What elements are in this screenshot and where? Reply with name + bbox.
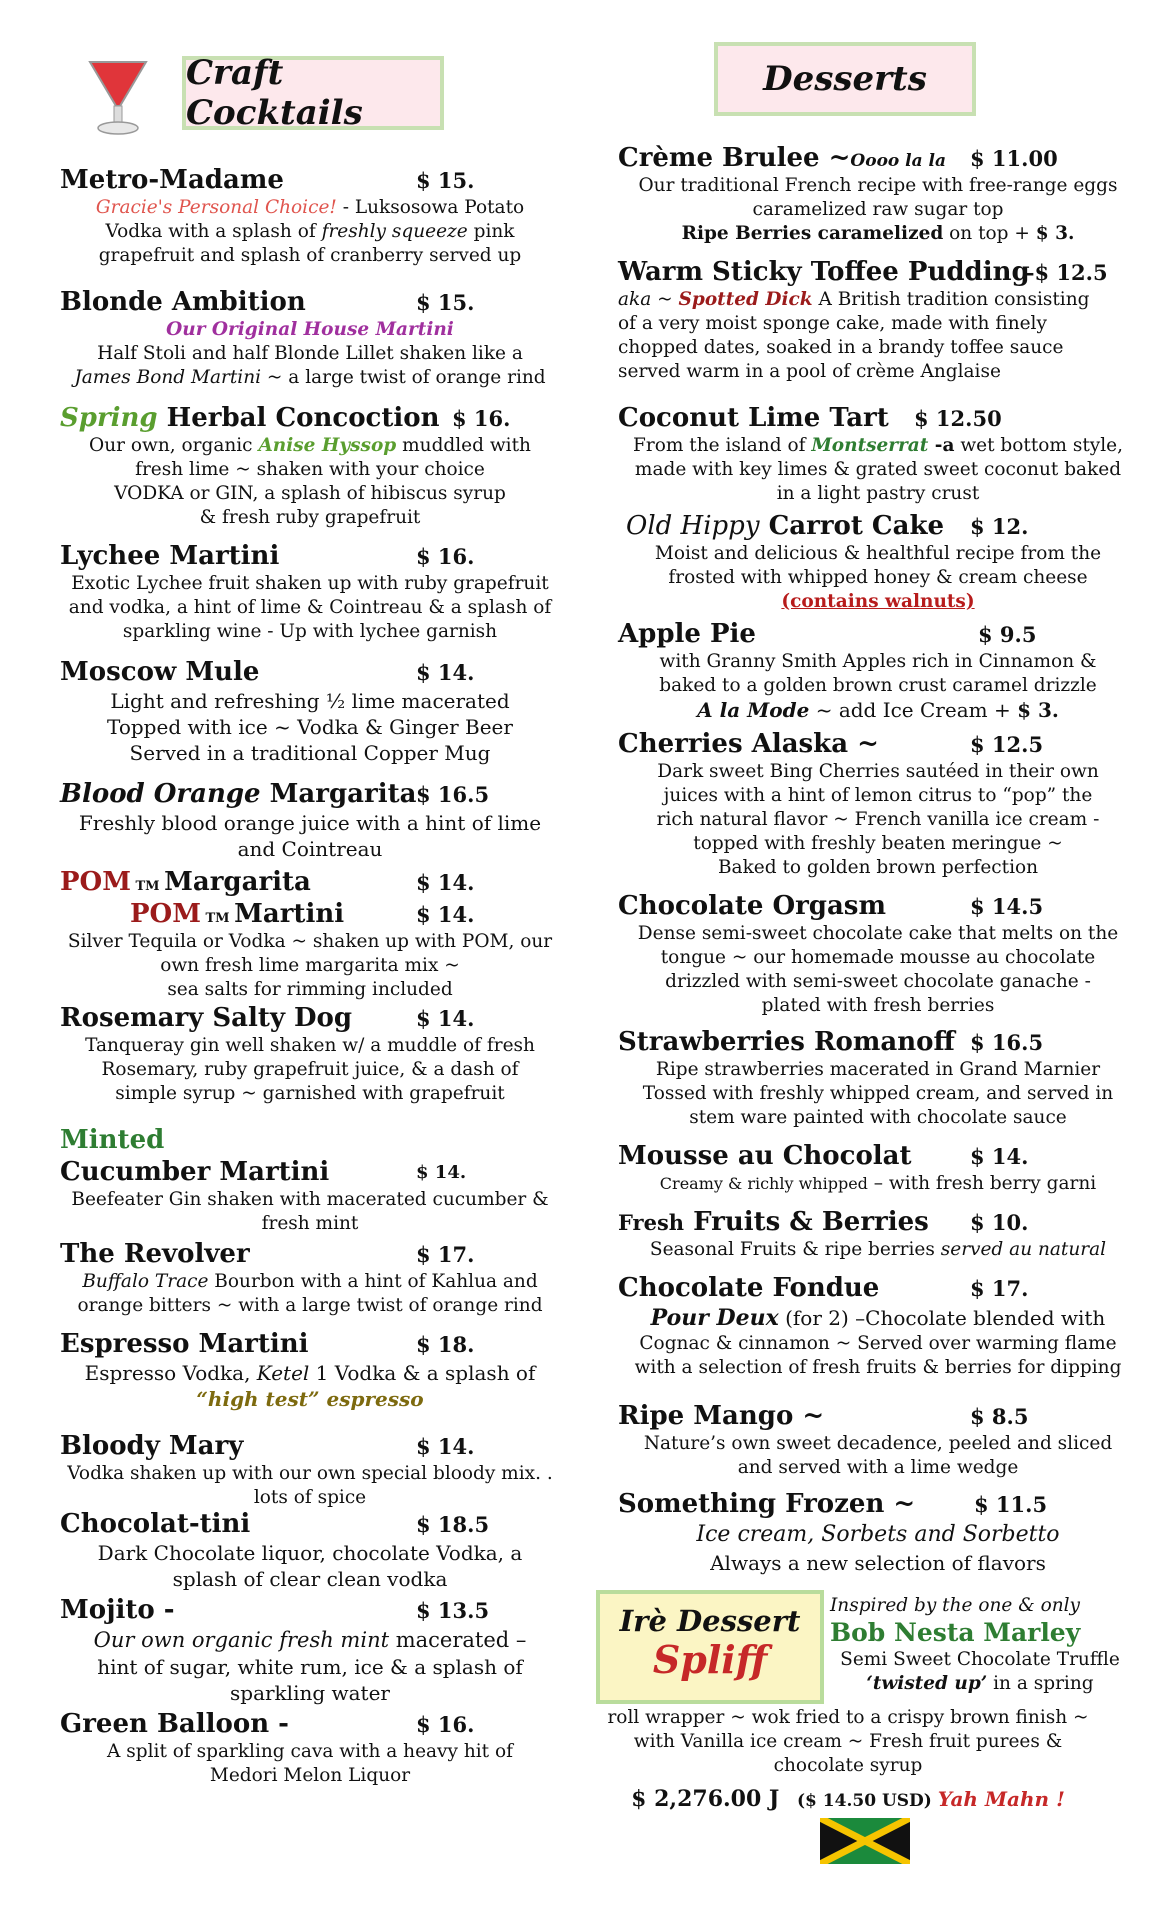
desc: A la Mode xyxy=(697,698,810,722)
desc: Montserrat xyxy=(811,435,929,456)
item-price: $ 18.5 xyxy=(416,1512,490,1537)
desc: “high test” espresso xyxy=(196,1387,424,1411)
desc: Our own organic fresh mint xyxy=(93,1628,390,1652)
item-price: $ 14. xyxy=(416,1162,467,1183)
item-name: Cucumber Martini xyxy=(60,1157,330,1187)
item-name xyxy=(130,898,344,935)
cocktail-glass-icon xyxy=(88,60,148,136)
desc: Espresso Vodka, xyxy=(84,1361,257,1385)
item-name: Bloody Mary xyxy=(60,1431,244,1461)
item-name: Something Frozen ~ xyxy=(618,1489,916,1519)
pom-brand: POM xyxy=(130,899,201,929)
name-part: Crème Brulee ~ xyxy=(618,143,851,173)
desc: sparkling wine - Up with lychee garnish xyxy=(122,621,498,642)
item-price: $ 13.5 xyxy=(416,1598,490,1623)
menu-item xyxy=(618,728,1138,880)
item-price: $ 11.00 xyxy=(970,146,1058,171)
item-name: Rosemary Salty Dog xyxy=(60,1003,353,1033)
spliff-subtitle: Spliff xyxy=(652,1637,768,1682)
item-price: $ 16. xyxy=(452,406,511,431)
item-price: $ 12.5 xyxy=(970,732,1044,757)
item-price: $ 16.5 xyxy=(970,1030,1044,1055)
desc: $ 3. xyxy=(1017,698,1059,722)
desc: ~ add Ice Cream + xyxy=(809,698,1018,722)
spliff-line: ‘twisted up’ xyxy=(866,1673,988,1694)
item-price: $ 12.50 xyxy=(914,406,1002,431)
menu-item xyxy=(60,1708,560,1788)
desc: topped with freshly beaten meringue ~ xyxy=(693,833,1063,854)
menu-item xyxy=(618,1400,1138,1480)
menu-item xyxy=(60,1124,560,1236)
desc: stem ware painted with chocolate sauce xyxy=(689,1107,1067,1128)
desc: muddled with xyxy=(396,435,531,456)
desc: Topped with ice ~ Vodka & Ginger Beer xyxy=(107,715,513,739)
item-name: Espresso Martini xyxy=(60,1329,309,1359)
item-price: $ 12. xyxy=(970,514,1029,539)
item-name xyxy=(626,510,944,542)
item-name xyxy=(60,402,440,434)
item-price: $ 14. xyxy=(416,870,475,895)
item-price: $ 9.5 xyxy=(978,622,1037,647)
desc: aka ~ xyxy=(618,289,679,310)
menu-item xyxy=(618,402,1138,506)
desc: and served with a lime wedge xyxy=(737,1457,1019,1478)
desc: made with key limes & grated sweet coconut baked xyxy=(634,459,1122,480)
menu-item xyxy=(618,890,1138,1018)
menu-item xyxy=(618,1140,1138,1196)
menu-item xyxy=(60,1238,560,1318)
item-price: $ 18. xyxy=(416,1332,475,1357)
desc: Beefeater Gin shaken with macerated cucumber & xyxy=(71,1189,549,1210)
desc: - Luksosowa Potato xyxy=(336,197,525,218)
desc: with Vanilla ice cream ~ Fresh fruit purees & xyxy=(633,1731,1063,1752)
menu-item xyxy=(60,540,560,644)
menu-item xyxy=(60,866,560,898)
desc: served warm in a pool of crème Anglaise xyxy=(618,361,1001,382)
desc: Vodka shaken up with our own special bloody mix. . xyxy=(67,1463,553,1484)
desc: fresh mint xyxy=(261,1213,359,1234)
menu-item xyxy=(618,1206,1138,1262)
menu-item xyxy=(618,142,1138,246)
menu-item xyxy=(618,1272,1138,1380)
menu-item xyxy=(60,402,560,530)
item-name xyxy=(60,778,416,810)
spliff-price: $ 2,276.00 J xyxy=(631,1786,780,1812)
item-name: Apple Pie xyxy=(618,619,756,649)
desc: chopped dates, soaked in a brandy toffee sauce xyxy=(618,337,1064,358)
item-name: Metro-Madame xyxy=(60,165,284,195)
desc: & fresh ruby grapefruit xyxy=(199,507,421,528)
desc: Pour Deux xyxy=(650,1305,779,1331)
desc: Anise Hyssop xyxy=(258,435,397,456)
name-part: Carrot Cake xyxy=(768,511,945,541)
desc: Tossed with freshly whipped cream, and served in xyxy=(642,1083,1114,1104)
desc: hint of sugar, white rum, ice & a splash of xyxy=(97,1655,523,1679)
desc: Dark Chocolate liquor, chocolate Vodka, a xyxy=(97,1541,523,1565)
menu-item xyxy=(618,1026,1138,1130)
desc: (for 2) –Chocolate blended with xyxy=(778,1306,1106,1330)
desc: in a light pastry crust xyxy=(776,483,980,504)
spliff-badge xyxy=(596,1590,824,1704)
item-price: $ 10. xyxy=(970,1210,1029,1235)
desc: chocolate syrup xyxy=(773,1755,923,1776)
tm-mark: TM xyxy=(200,911,235,926)
desc: orange bitters ~ with a large twist of orange rind xyxy=(77,1295,543,1316)
item-prefix: Minted xyxy=(60,1125,165,1155)
jamaica-flag-icon xyxy=(820,1818,910,1864)
menu-item xyxy=(60,1594,560,1706)
desc: $ 3. xyxy=(1035,223,1075,244)
desc: ~ a large twist of orange rind xyxy=(261,367,546,388)
desc: drizzled with semi-sweet chocolate ganache - xyxy=(665,971,1091,992)
item-tag: Oooo la la xyxy=(850,151,947,171)
menu-item xyxy=(60,778,560,862)
desc: fresh lime ~ shaken with your choice xyxy=(135,459,485,480)
spliff-line: Semi Sweet Chocolate Truffle xyxy=(840,1649,1120,1670)
desc: Exotic Lychee fruit shaken up with ruby grapefruit xyxy=(71,573,549,594)
desc: James Bond Martini xyxy=(74,367,262,388)
desc: lots of spice xyxy=(253,1487,367,1508)
item-price: $ 16. xyxy=(416,544,475,569)
spliff-line: Bob Nesta Marley xyxy=(830,1618,1081,1647)
item-name: Cherries Alaska ~ xyxy=(618,729,879,759)
item-name: Green Balloon - xyxy=(60,1709,289,1739)
item-name: Coconut Lime Tart xyxy=(618,403,889,433)
desc: Dark sweet Bing Cherries sautéed in their own xyxy=(657,761,1099,782)
item-price: $ 14.5 xyxy=(970,894,1044,919)
desc: caramelized raw sugar top xyxy=(752,199,1004,220)
desc: baked to a golden brown crust caramel drizzle xyxy=(659,675,1097,696)
desc: Silver Tequila or Vodka ~ shaken up with POM, our xyxy=(67,931,553,952)
menu-item xyxy=(60,656,560,766)
desc: and Cointreau xyxy=(237,837,383,861)
item-name: Moscow Mule xyxy=(60,657,260,687)
desc: Always a new selection of flavors xyxy=(710,1551,1046,1575)
item-price: $ 14. xyxy=(416,1006,475,1031)
name-part: Martini xyxy=(234,899,345,929)
item-price: $ 14. xyxy=(970,1144,1029,1169)
item-price: $ 8.5 xyxy=(970,1404,1029,1429)
tm-mark: TM xyxy=(130,879,165,894)
item-name: Chocolate Fondue xyxy=(618,1273,880,1303)
pom-brand: POM xyxy=(60,867,131,897)
menu-item xyxy=(618,510,1138,614)
item-name: Chocolate Orgasm xyxy=(618,891,886,921)
menu-item xyxy=(60,1508,560,1592)
desc: A split of sparkling cava with a heavy hit of xyxy=(107,1741,513,1762)
desc: frosted with whipped honey & cream cheese xyxy=(668,567,1088,588)
item-name: Strawberries Romanoff xyxy=(618,1027,955,1057)
desc: Buffalo Trace xyxy=(82,1271,209,1292)
desc: Nature’s own sweet decadence, peeled and sliced xyxy=(643,1433,1113,1454)
desc: Spotted Dick xyxy=(678,289,813,310)
desc: served au natural xyxy=(940,1239,1107,1260)
item-name: Lychee Martini xyxy=(60,541,280,571)
menu-item xyxy=(60,898,560,1002)
desserts-heading: Desserts xyxy=(714,42,976,116)
item-name: Ripe Mango ~ xyxy=(618,1401,825,1431)
desc: Baked to golden brown perfection xyxy=(717,857,1039,878)
desc: wet bottom style, xyxy=(954,435,1123,456)
desc: Our own, organic xyxy=(89,435,259,456)
desc: Ketel xyxy=(256,1361,310,1385)
name-part: Spring xyxy=(60,403,158,433)
spliff-title: Irè Dessert xyxy=(619,1604,801,1638)
desc: sparkling water xyxy=(230,1681,390,1705)
spliff-price-usd: ($ 14.50 USD) xyxy=(797,1791,932,1811)
desc: Ripe Berries caramelized xyxy=(681,223,944,244)
item-price: $ 17. xyxy=(416,1242,475,1267)
desc: Ripe strawberries macerated in Grand Marnier xyxy=(655,1059,1101,1080)
desc: Freshly blood orange juice with a hint of lime xyxy=(78,811,542,835)
desc: Tanqueray gin well shaken w/ a muddle of fresh xyxy=(85,1035,535,1056)
desc: -a xyxy=(928,435,955,456)
desc: – with fresh berry garni xyxy=(867,1173,1097,1194)
desc: grapefruit and splash of cranberry served up xyxy=(98,245,522,266)
desc: and vodka, a hint of lime & Cointreau & a splash of xyxy=(68,597,552,618)
desc: on top + xyxy=(943,223,1036,244)
menu-item xyxy=(618,618,1138,722)
desc: macerated – xyxy=(389,1628,527,1652)
item-price: $ 11.5 xyxy=(974,1492,1048,1517)
item-price: $ 17. xyxy=(970,1276,1029,1301)
menu-item xyxy=(60,1002,560,1106)
item-price: $ 14. xyxy=(416,660,475,685)
item-price: $ 16.5 xyxy=(416,782,490,807)
cocktails-heading: Craft Cocktails xyxy=(182,56,444,130)
item-price: $ 15. xyxy=(416,290,475,315)
name-part: Margarita xyxy=(260,779,417,809)
desc: Creamy & richly whipped xyxy=(659,1174,868,1193)
spliff-desc xyxy=(588,1706,1108,1816)
spliff-line: in a spring xyxy=(987,1673,1094,1694)
item-name: Mojito - xyxy=(60,1595,175,1625)
desc: splash of clear clean vodka xyxy=(172,1567,448,1591)
desc: simple syrup ~ garnished with grapefruit xyxy=(115,1083,505,1104)
desc: Our traditional French recipe with free-range eggs xyxy=(638,175,1118,196)
menu-item xyxy=(60,1328,560,1412)
desc: Vodka with a splash of xyxy=(105,221,322,242)
item-name xyxy=(618,1206,929,1239)
item-name: Chocolat-tini xyxy=(60,1509,251,1539)
menu-item xyxy=(60,164,560,268)
desc: of a very moist sponge cake, made with finely xyxy=(618,313,1047,334)
item-price: $ 14. xyxy=(416,1434,475,1459)
item-prefix: Old Hippy xyxy=(626,511,760,541)
desc: Moist and delicious & healthful recipe from the xyxy=(654,543,1102,564)
name-part: Fresh xyxy=(618,1210,685,1235)
desc: Cognac & cinnamon ~ Served over warming flame xyxy=(639,1333,1117,1354)
item-name: Blonde Ambition xyxy=(60,287,306,317)
spliff-tagline: Yah Mahn ! xyxy=(937,1787,1065,1811)
item-price: $ 15. xyxy=(416,168,475,193)
desc: Our Original House Martini xyxy=(166,319,454,340)
desc: with a selection of fresh fruits & berries for dipping xyxy=(634,1357,1122,1378)
desc: own fresh lime margarita mix ~ xyxy=(160,955,460,976)
name-part: Blood Orange xyxy=(60,779,261,809)
item-price: $ 16. xyxy=(416,1712,475,1737)
desc: Bourbon with a hint of Kahlua and xyxy=(208,1271,538,1292)
desc: rich natural flavor ~ French vanilla ice cream - xyxy=(656,809,1100,830)
desc: freshly squeeze xyxy=(321,221,468,242)
desc: From the island of xyxy=(633,435,812,456)
desc: tongue ~ our homemade mousse au chocolate xyxy=(660,947,1096,968)
desc: Dense semi-sweet chocolate cake that melts on the xyxy=(637,923,1119,944)
desc: Medori Melon Liquor xyxy=(209,1765,411,1786)
desc: Served in a traditional Copper Mug xyxy=(129,741,491,765)
menu-item xyxy=(618,256,1138,384)
desc: Rosemary, ruby grapefruit juice, & a dash of xyxy=(101,1059,519,1080)
desc: with Granny Smith Apples rich in Cinnamon & xyxy=(659,651,1097,672)
item-name xyxy=(618,142,946,177)
desc: Ice cream, Sorbets and Sorbetto xyxy=(696,1522,1060,1547)
item-price: $ 14. xyxy=(416,902,475,927)
desc: juices with a hint of lemon citrus to “pop” the xyxy=(663,785,1093,806)
desc: plated with fresh berries xyxy=(761,995,995,1016)
item-name: Warm Sticky Toffee Pudding xyxy=(618,257,1030,287)
spliff-side-text xyxy=(830,1594,1130,1696)
menu-item xyxy=(60,286,560,390)
name-part: Margarita xyxy=(164,867,311,897)
desc: roll wrapper ~ wok fried to a crispy brown finish ~ xyxy=(607,1707,1089,1728)
desc: pink xyxy=(467,221,515,242)
menu-item xyxy=(618,1488,1138,1576)
desc: VODKA or GIN, a splash of hibiscus syrup xyxy=(114,483,506,504)
desc: A British tradition consisting xyxy=(812,289,1090,310)
desc: Light and refreshing ½ lime macerated xyxy=(110,689,510,713)
spliff-line: Inspired by the one & only xyxy=(830,1595,1080,1616)
desc: (contains walnuts) xyxy=(781,591,975,612)
desc: Gracie's Personal Choice! xyxy=(95,197,337,218)
desc: 1 Vodka & a splash of xyxy=(309,1361,536,1385)
desc: sea salts for rimming included xyxy=(167,979,453,1000)
name-part: Herbal Concoction xyxy=(157,403,440,433)
item-name: Mousse au Chocolat xyxy=(618,1141,912,1171)
item-price: –$ 12.5 xyxy=(1024,260,1108,285)
name-part: Fruits & Berries xyxy=(684,1207,929,1237)
item-name: The Revolver xyxy=(60,1239,250,1269)
desc: Seasonal Fruits & ripe berries xyxy=(649,1239,941,1260)
menu-item xyxy=(60,1430,560,1510)
desc: Half Stoli and half Blonde Lillet shaken like a xyxy=(97,343,523,364)
